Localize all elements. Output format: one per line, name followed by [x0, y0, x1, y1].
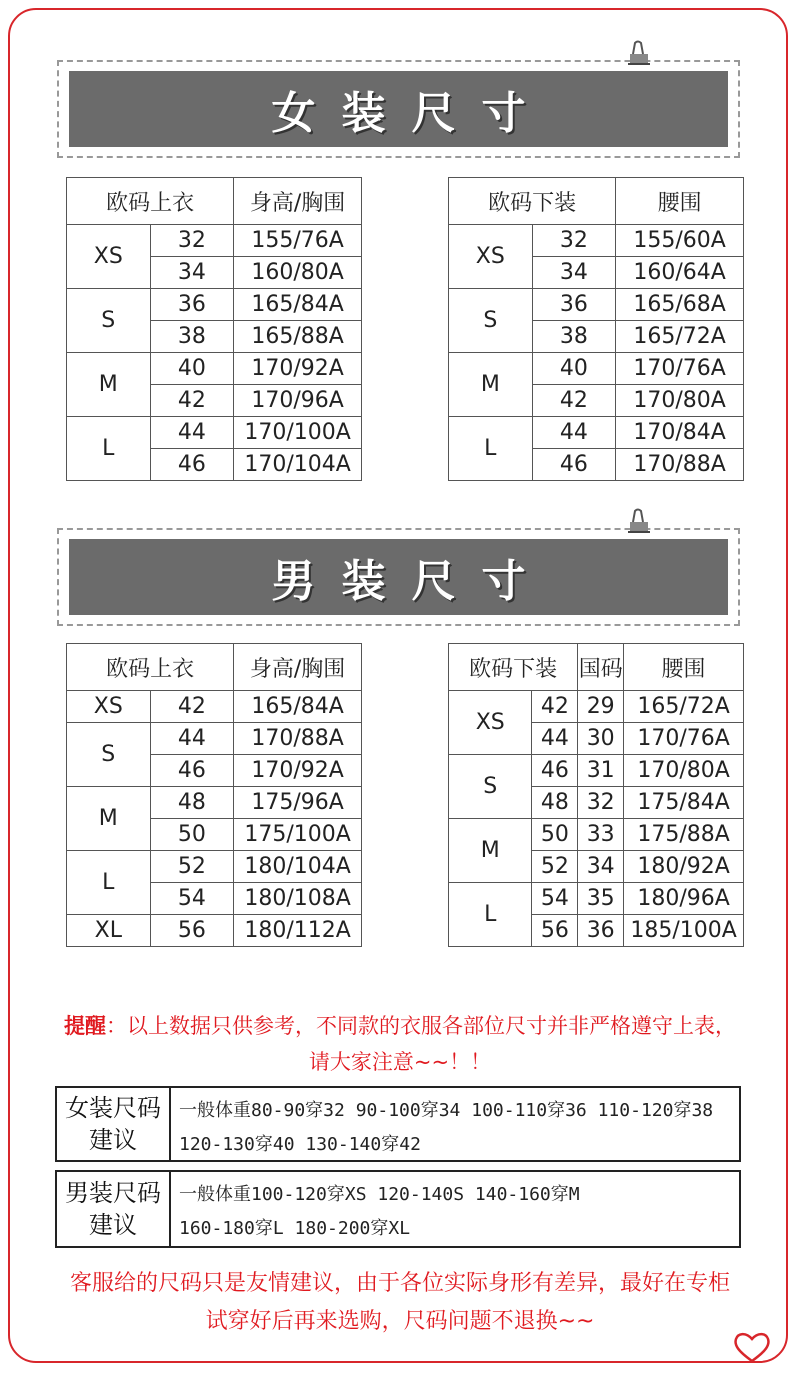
- heart-icon: [732, 1329, 772, 1365]
- table-cell: 175/100A: [234, 819, 362, 851]
- table-header-cell: 欧码上衣: [67, 644, 234, 691]
- women-top-table: [66, 177, 362, 481]
- table-cell: 34: [578, 851, 624, 883]
- table-header-cell: 腰围: [624, 644, 744, 691]
- table-row: [449, 755, 744, 787]
- table-cell: 34: [150, 257, 234, 289]
- men-title: 男装尺寸: [271, 556, 552, 607]
- table-row: [67, 851, 362, 883]
- men-banner: [57, 528, 740, 626]
- size-label-cell: XL: [67, 915, 151, 947]
- table-row: [67, 691, 362, 723]
- table-cell: 44: [532, 417, 616, 449]
- table-cell: 170/88A: [234, 723, 362, 755]
- table-cell: 46: [150, 755, 234, 787]
- table-row: [67, 723, 362, 755]
- table-cell: 155/76A: [234, 225, 362, 257]
- size-label-cell: L: [449, 417, 533, 481]
- table-row: [67, 225, 362, 257]
- men-bottom-table: [448, 643, 744, 947]
- table-cell: 56: [532, 915, 578, 947]
- table-cell: 170/92A: [234, 755, 362, 787]
- size-label-cell: XS: [67, 691, 151, 723]
- table-row: [449, 691, 744, 723]
- table-cell: 165/68A: [616, 289, 744, 321]
- table-row: [449, 353, 744, 385]
- table-cell: 31: [578, 755, 624, 787]
- table-cell: 42: [532, 691, 578, 723]
- table-cell: 170/104A: [234, 449, 362, 481]
- table-row: [449, 819, 744, 851]
- table-cell: 175/88A: [624, 819, 744, 851]
- size-label-cell: M: [67, 353, 151, 417]
- table-cell: 44: [150, 723, 234, 755]
- table-cell: 33: [578, 819, 624, 851]
- table-row: [449, 225, 744, 257]
- table-cell: 46: [532, 755, 578, 787]
- table-header-cell: 身高/胸围: [234, 178, 362, 225]
- table-cell: 42: [150, 385, 234, 417]
- binder-clip-icon: [624, 40, 652, 72]
- table-cell: 30: [578, 723, 624, 755]
- table-header-row: [67, 644, 362, 691]
- women-advice-label: 女装尺码 建议: [57, 1088, 171, 1160]
- men-advice-text: 一般体重100-120穿XS 120-140S 140-160穿M 160-180穿L 180-200穿XL: [179, 1184, 580, 1239]
- table-cell: 56: [150, 915, 234, 947]
- table-cell: 52: [532, 851, 578, 883]
- size-label-cell: L: [67, 851, 151, 915]
- table-cell: 36: [578, 915, 624, 947]
- table-cell: 170/80A: [616, 385, 744, 417]
- size-label-cell: XS: [449, 225, 533, 289]
- table-cell: 165/72A: [616, 321, 744, 353]
- women-title: 女装尺寸: [271, 88, 552, 139]
- table-cell: 165/88A: [234, 321, 362, 353]
- notice-line-2: 请大家注意~~！！: [308, 1050, 492, 1074]
- women-bottom-table: [448, 177, 744, 481]
- table-cell: 175/84A: [624, 787, 744, 819]
- table-cell: 160/64A: [616, 257, 744, 289]
- table-cell: 170/76A: [624, 723, 744, 755]
- table-cell: 50: [150, 819, 234, 851]
- men-top-table: [66, 643, 362, 947]
- table-row: [67, 289, 362, 321]
- table-cell: 32: [578, 787, 624, 819]
- table-cell: 52: [150, 851, 234, 883]
- table-cell: 54: [532, 883, 578, 915]
- table-row: [67, 915, 362, 947]
- table-cell: 46: [532, 449, 616, 481]
- table-cell: 48: [532, 787, 578, 819]
- table-cell: 36: [532, 289, 616, 321]
- table-cell: 38: [150, 321, 234, 353]
- women-advice-box: [55, 1086, 741, 1162]
- size-label-cell: S: [449, 755, 532, 819]
- table-cell: 170/84A: [616, 417, 744, 449]
- table-cell: 54: [150, 883, 234, 915]
- table-cell: 160/80A: [234, 257, 362, 289]
- table-cell: 165/84A: [234, 691, 362, 723]
- table-cell: 165/72A: [624, 691, 744, 723]
- size-label-cell: S: [67, 289, 151, 353]
- binder-clip-icon: [624, 508, 652, 540]
- table-row: [449, 883, 744, 915]
- table-header-cell: 欧码下装: [449, 178, 616, 225]
- table-header-row: [449, 178, 744, 225]
- table-row: [67, 417, 362, 449]
- table-cell: 34: [532, 257, 616, 289]
- table-cell: 44: [150, 417, 234, 449]
- footer-line-2: 试穿好后再来选购，尺码问题不退换~~: [205, 1309, 595, 1334]
- table-cell: 36: [150, 289, 234, 321]
- size-label-cell: M: [449, 819, 532, 883]
- men-advice-box: [55, 1170, 741, 1248]
- table-row: [67, 787, 362, 819]
- table-header-cell: 欧码下装: [449, 644, 578, 691]
- notice-line-1: [0, 1010, 800, 1040]
- size-label-cell: M: [449, 353, 533, 417]
- table-cell: 35: [578, 883, 624, 915]
- table-cell: 46: [150, 449, 234, 481]
- table-cell: 170/76A: [616, 353, 744, 385]
- table-cell: 40: [532, 353, 616, 385]
- table-cell: 180/104A: [234, 851, 362, 883]
- table-header-row: [67, 178, 362, 225]
- table-row: [449, 289, 744, 321]
- men-advice-label: 男装尺码 建议: [57, 1172, 171, 1246]
- table-cell: 40: [150, 353, 234, 385]
- size-label-cell: S: [67, 723, 151, 787]
- table-row: [449, 417, 744, 449]
- size-label-cell: S: [449, 289, 533, 353]
- table-cell: 155/60A: [616, 225, 744, 257]
- table-cell: 42: [532, 385, 616, 417]
- table-cell: 170/88A: [616, 449, 744, 481]
- table-cell: 180/92A: [624, 851, 744, 883]
- table-cell: 48: [150, 787, 234, 819]
- table-header-row: [449, 644, 744, 691]
- size-label-cell: XS: [449, 691, 532, 755]
- table-cell: 38: [532, 321, 616, 353]
- table-cell: 165/84A: [234, 289, 362, 321]
- table-row: [67, 353, 362, 385]
- table-header-cell: 欧码上衣: [67, 178, 234, 225]
- table-cell: 29: [578, 691, 624, 723]
- notice-label: 提醒: [64, 1014, 106, 1038]
- size-label-cell: L: [67, 417, 151, 481]
- size-label-cell: L: [449, 883, 532, 947]
- women-banner: [57, 60, 740, 158]
- table-header-cell: 身高/胸围: [234, 644, 362, 691]
- table-cell: 32: [150, 225, 234, 257]
- table-cell: 170/100A: [234, 417, 362, 449]
- footer-line-1: 客服给的尺码只是友情建议，由于各位实际身形有差异，最好在专柜: [69, 1271, 730, 1296]
- table-cell: 32: [532, 225, 616, 257]
- table-cell: 180/112A: [234, 915, 362, 947]
- table-cell: 180/108A: [234, 883, 362, 915]
- table-cell: 185/100A: [624, 915, 744, 947]
- table-header-cell: 国码: [578, 644, 624, 691]
- size-label-cell: M: [67, 787, 151, 851]
- notice-text: ：以上数据只供参考，不同款的衣服各部位尺寸并非严格遵守上表，: [106, 1014, 736, 1038]
- table-cell: 175/96A: [234, 787, 362, 819]
- size-label-cell: XS: [67, 225, 151, 289]
- women-advice-text: 一般体重80-90穿32 90-100穿34 100-110穿36 110-120穿38 120-130穿40 130-140穿42: [179, 1100, 714, 1155]
- table-cell: 170/92A: [234, 353, 362, 385]
- table-header-cell: 腰围: [616, 178, 744, 225]
- table-cell: 44: [532, 723, 578, 755]
- table-cell: 170/80A: [624, 755, 744, 787]
- table-cell: 180/96A: [624, 883, 744, 915]
- table-cell: 170/96A: [234, 385, 362, 417]
- table-cell: 42: [150, 691, 234, 723]
- table-cell: 50: [532, 819, 578, 851]
